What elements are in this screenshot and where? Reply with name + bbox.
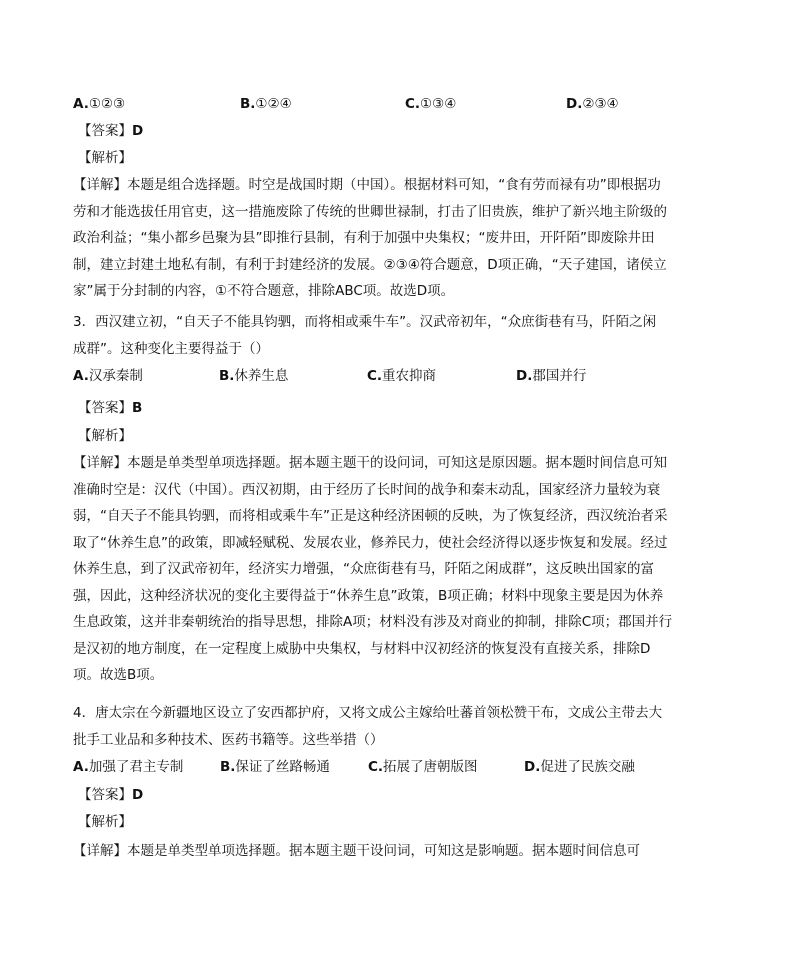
q3-stem: 3．西汉建立初，“自天子不能具钧驷，而将相或乘牛车”。汉武帝初年，“众庶街巷有马，阡陌之闲成群”。这种变化主要得益于（） [73, 314, 657, 357]
q4-option-a: A.加强了君主专制 [73, 759, 184, 775]
q4-option-d: D.促进了民族交融 [524, 759, 635, 775]
q3-detail: 【详解】本题是单类型单项选择题。据本题主题干的设问词，可知这是原因题。据本题时间信息可知准确时空是：汉代（中国）。西汉初期，由于经历了长时间的战争和秦末动乱，国家经济力量较为衰弱，“自天子不能具钧驷，而将相或乘牛车”正是这种经济困顿的反映，为了恢复经济，西汉统治者采取了“休养生息”的政策，即减轻赋税、发展农业，修养民力，使社会经济得以逐步恢复和发展。经过休养生息，到了汉武帝初年，经济实力增强，“众庶街巷有马，阡陌之闲成群”，这反映出国家的富强，因此，这种经济状况的变化主要得益于“休养生息”政策，B项正确；材料中现象主要是因为休养生息政策，这并非秦朝统治的指导思想，排除A项；材料没有涉及对商业的抑制，排除C项；郡国并行是汉初的地方制度，在一定程度上威胁中央集权，与材料中汉初经济的恢复没有直接关系，排除D项。故选B项。 [73, 455, 673, 683]
q2-option-b: B.①②④ [240, 96, 292, 112]
q2-option-a: A.①②③ [73, 96, 126, 112]
q4-stem: 4．唐太宗在今新疆地区设立了安西都护府，又将文成公主嫁给吐蕃首领松赞干布，文成公主带去大批手工业品和多种技术、医药书籍等。这些举措（） [73, 705, 663, 748]
q2-detail: 【详解】本题是组合选择题。时空是战国时期（中国）。根据材料可知，“食有劳而禄有功”即根据功劳和才能选拔任用官吏，这一措施废除了传统的世卿世禄制，打击了旧贵族，维护了新兴地主阶级的政治利益；“集小都乡邑聚为县”即推行县制，有利于加强中央集权；“废井田，开阡陌”即废除井田制，建立封建土地私有制，有利于封建经济的发展。②③④符合题意，D项正确，“天子建国，诸侯立家”属于分封制的内容，①不符合题意，排除ABC项。故选D项。 [73, 177, 667, 299]
q3-analysis-label: 【解析】 [78, 428, 132, 444]
q2-option-d: D.②③④ [566, 96, 619, 112]
q3-answer: 【答案】B [78, 400, 143, 416]
q3-option-c: C.重农抑商 [367, 368, 437, 384]
q4-analysis-label: 【解析】 [78, 814, 132, 830]
q4-option-b: B.保证了丝路畅通 [220, 759, 330, 775]
q2-answer: 【答案】D [78, 123, 144, 139]
q2-option-c: C.①③④ [405, 96, 457, 112]
q4-answer: 【答案】D [78, 787, 144, 803]
q3-option-d: D.郡国并行 [516, 368, 587, 384]
q3-option-b: B.休养生息 [219, 368, 289, 384]
q2-analysis-label: 【解析】 [78, 150, 132, 166]
q3-option-a: A.汉承秦制 [73, 368, 143, 384]
q4-option-c: C.拓展了唐朝版图 [368, 759, 478, 775]
q4-detail: 【详解】本题是单类型单项选择题。据本题主题干设问词，可知这是影响题。据本题时间信息可 [73, 843, 640, 859]
